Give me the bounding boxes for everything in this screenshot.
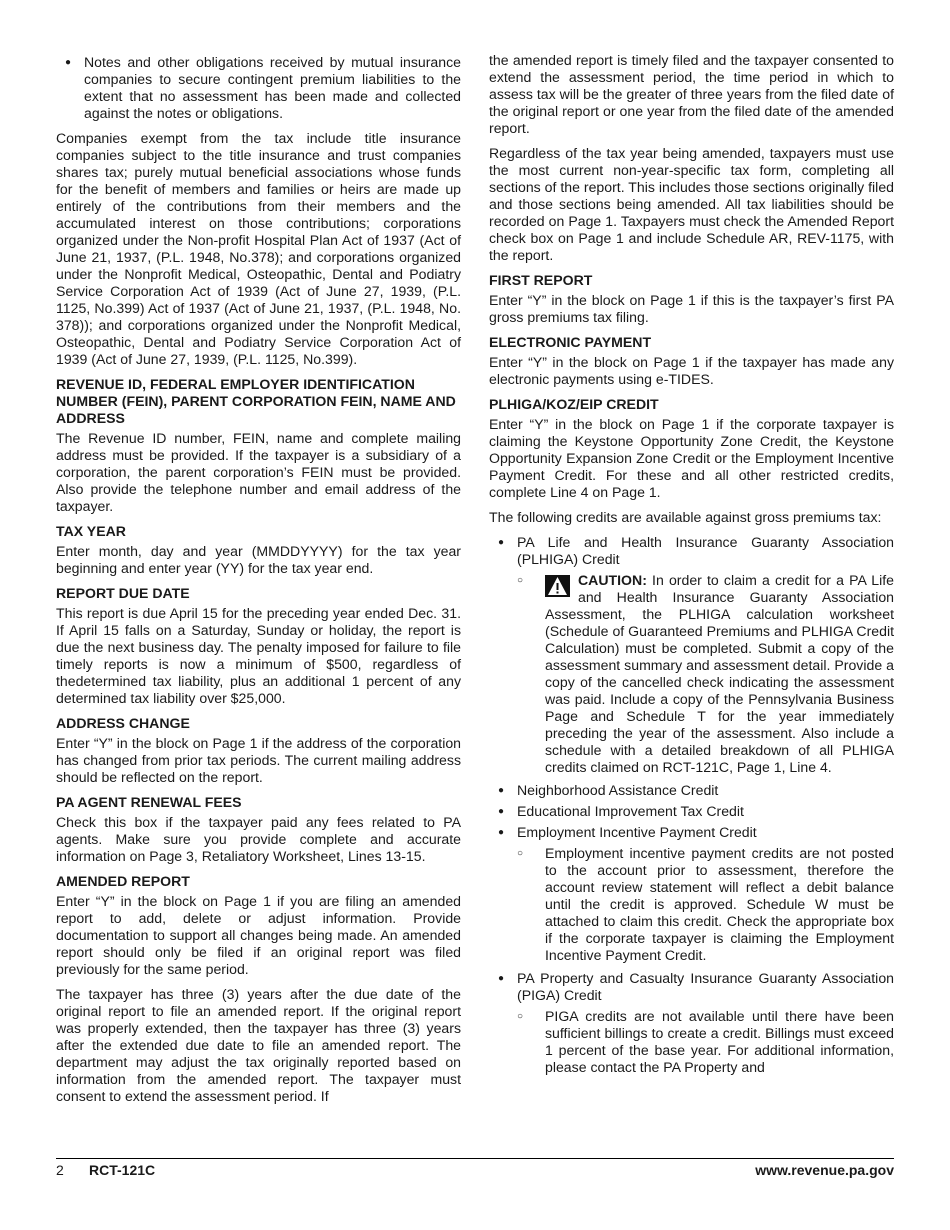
left-column — [56, 54, 461, 1113]
credit-employment-label: Employment Incentive Payment Credit — [517, 824, 757, 840]
list-item: ● Neighborhood Assistance Credit — [489, 782, 894, 799]
website-link[interactable]: www.revenue.pa.gov — [755, 1162, 894, 1178]
caution-text: In order to claim a credit for a PA Life and Health Insurance Guaranty Association Assessment, the PLHIGA calculation worksheet (Schedule of Guaranteed Premiums and PLHIGA Credit Calculation) must be completed. Submit a copy of the assessment summary and assessment detail. Provide a copy of the cancelled check indicating the assessment was paid. Include a copy of the Pennsylvania Business Page and Schedule T for the year immediately preceding the year of the assessment. Also include a schedule with a detailed breakdown of all PLHIGA credits claimed on RCT-121C, Page 1, Line 4. — [545, 572, 894, 775]
list-item: ● Notes and other obligations received by mutual insurance companies to secure contingent premium liabilities to the extent that no assessment has been made and collected against the notes or obligations. — [56, 54, 461, 122]
sub-list — [517, 845, 894, 964]
heading-revenue-id: REVENUE ID, FEDERAL EMPLOYER IDENTIFICATION NUMBER (FEIN), PARENT CORPORATION FEIN, NAME AND ADDRESS — [56, 376, 456, 426]
paragraph-amended-continued: the amended report is timely filed and the taxpayer consented to extend the assessment period, the time period in which to assess tax will be the greater of three years from the filed date of the original report or one year from the filed date of the amended report. — [489, 52, 894, 136]
list-item — [489, 970, 894, 1076]
list-item — [489, 534, 894, 776]
paragraph-revenue-id: The Revenue ID number, FEIN, name and complete mailing address must be provided. If the taxpayer is a subsidiary of a corporation, the parent corporation’s FEIN must be provided. Also provide the telephone number and email address of the taxpayer. — [56, 430, 461, 514]
paragraph-following-credits: The following credits are available against gross premiums tax: — [489, 509, 882, 525]
heading-first-report: FIRST REPORT — [489, 272, 593, 288]
sub-list-item: ○ Employment incentive payment credits are not posted to the account prior to assessment, therefore the account review statement will reflect a debit balance until the credit is approved. Schedule W must be attached to claim this credit. Check the appropriate box if the corporate taxpayer is claiming the Employment Incentive Payment Credit. — [517, 845, 894, 964]
paragraph-plhiga-credit: Enter “Y” in the block on Page 1 if the corporate taxpayer is claiming the Keystone Opportunity Zone Credit, the Keystone Opportunity Expansion Zone Credit or the Employment Incentive Payment Credit. For these and all other restricted credits, complete Line 4 on Page 1. — [489, 416, 894, 500]
paragraph-amended-report-1: Enter “Y” in the block on Page 1 if you are filing an amended report to add, delete or adjust information. Provide documentation to support all changes being made. An amended report should only be filed if an original report was filed previously for the same period. — [56, 893, 461, 977]
heading-plhiga-credit: PLHIGA/KOZ/EIP CREDIT — [489, 396, 659, 412]
caution-note — [517, 572, 894, 776]
heading-address-change: ADDRESS CHANGE — [56, 715, 190, 731]
paragraph-amended-report-2: The taxpayer has three (3) years after the due date of the original report to file an amended report. If the original report was properly extended, then the taxpayer has three (3) years after the extended due date to file an amended report. The department may adjust the tax originally reported based on information from the amended report. The taxpayer must consent to extend the assessment period. If — [56, 986, 461, 1104]
credits-list — [489, 534, 894, 1076]
page-number: 2 — [56, 1162, 64, 1178]
paragraph-address-change: Enter “Y” in the block on Page 1 if the address of the corporation has changed from prior tax periods. The current mailing address should be reflected on the report. — [56, 735, 461, 785]
list-item: ● Educational Improvement Tax Credit — [489, 803, 894, 820]
heading-report-due-date: REPORT DUE DATE — [56, 585, 190, 601]
heading-amended-report: AMENDED REPORT — [56, 873, 190, 889]
paragraph-regardless: Regardless of the tax year being amended, taxpayers must use the most current non-year-specific tax form, completing all sections of the report. This includes those sections originally filed and those sections being amended. All tax liabilities should be recorded on Page 1. Taxpayers must check the Amended Report check box on Page 1 and include Schedule AR, REV-1175, with the report. — [489, 145, 894, 263]
form-id: RCT-121C — [89, 1162, 156, 1178]
paragraph-exempt-companies: Companies exempt from the tax include title insurance companies subject to the title insurance and trust companies shares tax; purely mutual beneficial associations whose funds for the benefit of members and families or heirs are made up entirely of the contributions from their members and the accumulated interest on those contributions; corporations organized under the Non-profit Hospital Plan Act of 1937 (Act of June 21, 1937, (P.L. 1948, No.378); and corporations organized under the Nonprofit Medical, Osteopathic, Dental and Podiatry Service Corporation Act of 1939 (Act of June 27, 1939, (P.L. 1125, No.399) Act of 1937 (Act of June 21, 1937, (P.L. 1948, No. 378)); and corporations organized under the Nonprofit Medical, Osteopathic, Dental and Podiatry Service Corporation Act of 1939 (Act of June 27, 1939, (P.L. 1125, No.399). — [56, 130, 461, 367]
heading-pa-agent-renewal-fees: PA AGENT RENEWAL FEES — [56, 794, 242, 810]
paragraph-pa-agent-renewal-fees: Check this box if the taxpayer paid any fees related to PA agents. Make sure you provide complete and accurate information on Page 3, Retaliatory Worksheet, Lines 13-15. — [56, 814, 461, 864]
right-column — [489, 52, 894, 1084]
paragraph-electronic-payment: Enter “Y” in the block on Page 1 if the taxpayer has made any electronic payments using e-TIDES. — [489, 354, 894, 387]
warning-icon — [545, 575, 570, 597]
paragraph-report-due-date: This report is due April 15 for the preceding year ended Dec. 31. If April 15 falls on a Saturday, Sunday or holiday, the report is due the next business day. The penalty imposed for failure to file timely reports is now a minimum of $500, regardless of thedetermined tax liability, plus an additional 1 percent of any determined tax liability over $25,000. — [56, 605, 461, 706]
heading-tax-year: TAX YEAR — [56, 523, 126, 539]
list-item — [489, 824, 894, 964]
sub-list — [517, 1008, 894, 1076]
bullet-list — [56, 54, 461, 122]
footer-divider — [56, 1158, 894, 1159]
credit-piga-label: PA Property and Casualty Insurance Guaranty Association (PIGA) Credit — [517, 970, 894, 1003]
paragraph-first-report: Enter “Y” in the block on Page 1 if this is the taxpayer’s first PA gross premiums tax filing. — [489, 292, 894, 325]
sub-list — [517, 572, 894, 776]
credit-plhiga-label: PA Life and Health Insurance Guaranty Association (PLHIGA) Credit — [517, 534, 894, 567]
caution-label: CAUTION: — [578, 572, 647, 588]
paragraph-tax-year: Enter month, day and year (MMDDYYYY) for the tax year beginning and enter year (YY) for the tax year end. — [56, 543, 461, 576]
sub-list-item: ○ PIGA credits are not available until there have been sufficient billings to create a credit. Billings must exceed 1 percent of the base year. For additional information, please contact the PA Property and — [517, 1008, 894, 1076]
heading-electronic-payment: ELECTRONIC PAYMENT — [489, 334, 652, 350]
